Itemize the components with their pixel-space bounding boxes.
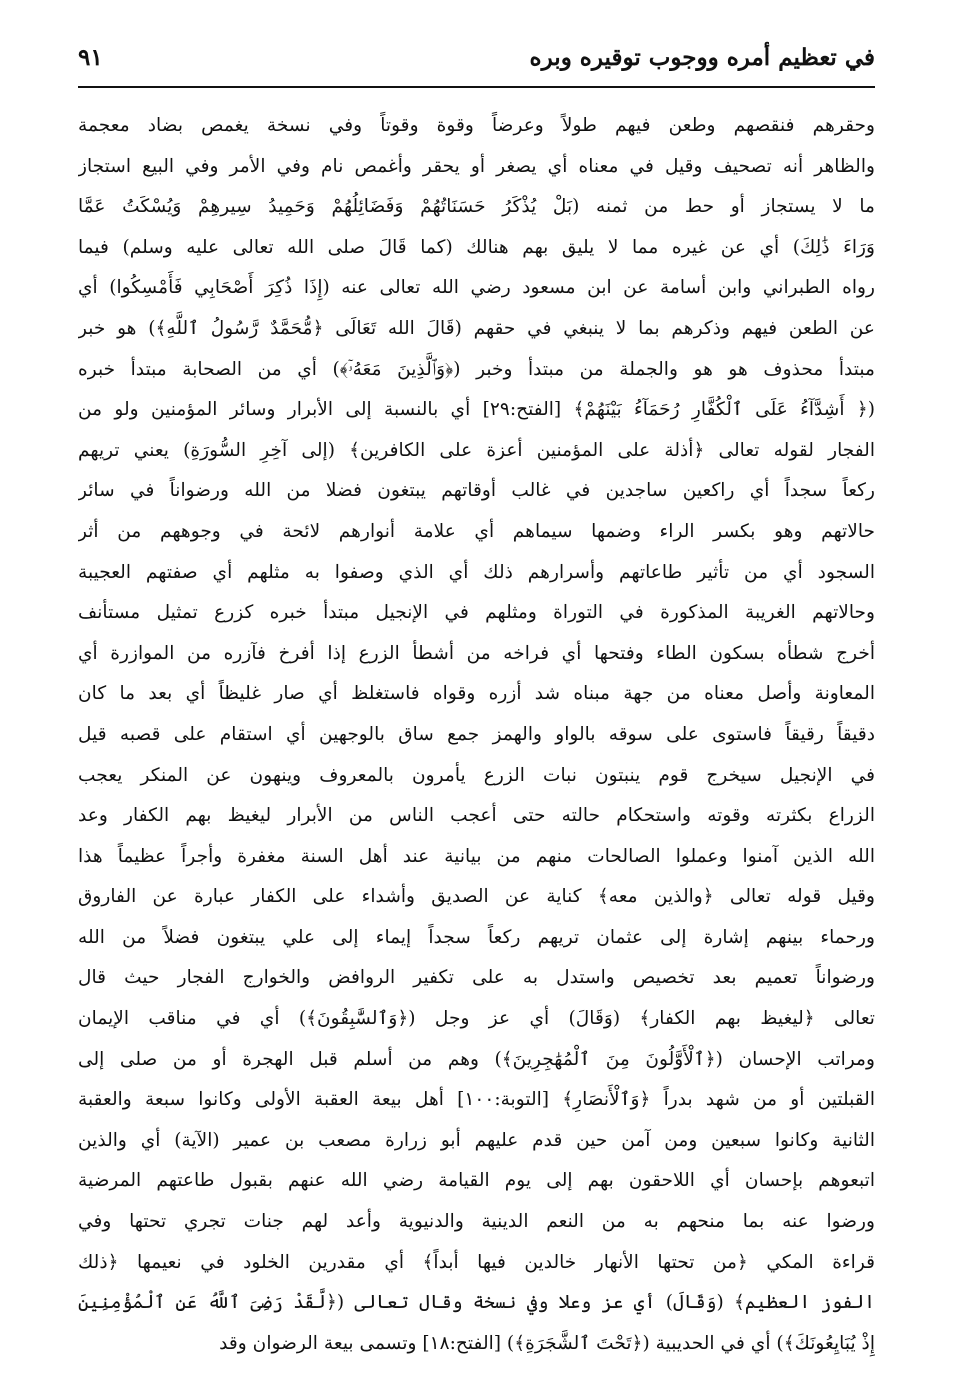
text-line: وحالاتهم الغريبة المذكورة في التوراة ومثلهم في الإنجيل مبتدأ خبره كزرع تمثيل مستأنف bbox=[78, 602, 875, 624]
text-line: الزراع بكثرته وقوته واستحكام حالته حتى أعجب الناس من الأبرار ليغيظ بهم الكفار وعد bbox=[78, 805, 875, 827]
text-body bbox=[78, 106, 875, 1364]
text-line: تعالى ﴿ليغيظ بهم الكفار﴾ (وَقَالَ) أي عز وجل (﴿وَٱلسَّٰبِقُونَ﴾) أي في مناقب الإيمان bbox=[78, 1008, 875, 1030]
text-line: دقيقاً رقيقاً فاستوى على سوقه بالواو والهمز جمع ساق بالوجهين أي استقام على قصبه قيل bbox=[78, 723, 875, 745]
page-header bbox=[78, 38, 875, 88]
text-line: إِذْ يُبَايِعُونَكَ﴾) أي في الحديبية (﴿تَحْتَ ٱلشَّجَرَةِ﴾) [الفتح:١٨] وتسمى بيعة الرضوان وقد bbox=[219, 1332, 875, 1354]
text-line: المعاونة وأصل معناه من جهة مبناه شد أزره وقواه فاستغلظ أي صار غليظاً أي بعد ما كان bbox=[78, 683, 875, 705]
text-line: في الإنجيل سيخرج قوم ينبتون نبات الزرع يأمرون بالمعروف وينهون عن المنكر يعجب bbox=[78, 764, 875, 786]
text-line: ومراتب الإحسان (﴿ٱلْأَوَّلُونَ مِنَ ٱلْمُهَٰجِرِينَ﴾) وهم من أسلم قبل الهجرة أو من صلى إلى bbox=[78, 1048, 875, 1070]
text-line: عن الطعن فيهم وذكرهم بما لا ينبغي في حقهم (قَالَ الله تَعَالَى ﴿مُّحَمَّدٌ رَّسُولُ ٱللَّهِ﴾) هو خبر bbox=[78, 317, 875, 339]
text-line: وقيل قوله تعالى ﴿والذين معه﴾ كناية عن الصديق وأشداء على الكفار عبارة عن الفاروق bbox=[78, 886, 875, 908]
text-line: (﴿ أَشِدَّآءُ عَلَى ٱلْكُفَّارِ رُحَمَآءُ بَيْنَهُمْ﴾ [الفتح:٢٩] أي بالنسبة إلى الأبرار وسائر المؤمنين ولو من bbox=[78, 399, 875, 421]
text-line: ركعاً سجداً أي راكعين ساجدين في غالب أوقاتهم يبتغون فضلا من الله ورضواناً في سائر bbox=[78, 480, 875, 502]
text-line: وحقرهم فنقصهم وطعن فيهم طولاً وعرضاً وقوة وقوتاً وفي نسخة يغمص بضاد معجمة bbox=[78, 115, 875, 136]
text-line: السجود أي من تأثير طاعاتهم وأسرارهم ذلك أي الذي وصفوا به مثلهم أي صفتهم العجيبة bbox=[78, 561, 875, 583]
text-line: الفجار لقوله تعالى ﴿أذلة على المؤمنين أعزة على الكافرين﴾ (إلى آخِرِ السُّورَةِ) يعني تريهم bbox=[78, 439, 875, 461]
text-line: قراءة المكي ﴿من تحتها الأنهار خالدين فيها أبداً﴾ أي مقدرين الخلود في نعيمها ﴿ذلك bbox=[78, 1251, 875, 1273]
text-line: ما لا يستجاز أو حط من ثمنه (بَلْ يُذْكَرُ حَسَنَاتُهُمْ وَفَضَائِلُهُمْ وَحَمِيدُ سِيرهِمْ وَيُسْكَتُ عَمَّا bbox=[78, 196, 875, 218]
text-line: رواه الطبراني وابن أسامة عن ابن مسعود رضي الله تعالى عنه (إِذَا ذُكِرَ أَصْحَابِي فَأَمْسِكُوا) أي bbox=[78, 277, 875, 299]
text-line: حالاتهم وهو بكسر الراء وضمها سيماهم أي علامة أنوارهم لائحة في وجوههم من أثر bbox=[78, 520, 875, 542]
running-title: في تعظيم أمره ووجوب توقيره وبره bbox=[529, 44, 875, 71]
text-line: الثانية وكانوا سبعين ومن آمن حين قدم عليهم أبو زرارة مصعب بن عمير (الآية) أي والذين bbox=[78, 1129, 875, 1151]
text-line: والظاهر أنه تصحيف وقيل في معناه أي يصغر أو يحقر وأغمص نام وفي الأمر وفي البيع استجاز bbox=[78, 155, 875, 177]
text-line: القبلتين أو من شهد بدراً ﴿وَٱلْأَنصَارِ﴾ [التوبة:١٠٠] أهل بيعة العقبة الأولى وكانوا سبعة والعقبة bbox=[78, 1089, 875, 1111]
text-line: وَرَاءَ ذَٰلِكَ) أي عن غيره مما لا يليق بهم هنالك (كما قَالَ صلى الله تعالى عليه وسلم) فيما bbox=[78, 236, 875, 258]
text-line: ورضوا عنه بما منحهم به من النعم الدينية والدنيوية وأعد لهم جنات تجري تحتها وفي bbox=[78, 1211, 875, 1233]
text-line: اتبعوهم بإحسان أي اللاحقون بهم إلى يوم القيامة رضي الله عنهم بقبول طاعتهم المرضية bbox=[78, 1170, 875, 1192]
text-line: ورضواناً تعميم بعد تخصيص واستدل به على تكفير الروافض والخوارج الفجار حيث قال bbox=[78, 967, 875, 989]
text-line: ورحماء بينهم إشارة إلى عثمان تريهم ركعاً سجداً إيماء إلى علي يبتغون فضلاً من الله bbox=[78, 926, 875, 948]
text-line: أخرج شطأه بسكون الطاء وفتحها أي فراخه من أشطأ الزرع إذا أفرخ فآزره من الموازرة أي bbox=[78, 642, 875, 664]
page-number: ٩١ bbox=[78, 44, 103, 71]
text-line: مبتدأ محذوف هو هو والجملة من مبتدأ وخبر (﴿وَٱلَّذِينَ مَعَهُۥٓ﴾) أي من الصحابة مبتدأ خبره bbox=[78, 358, 875, 380]
text-line: الفوز العظيم﴾ (وَقَالَ) أي عز وعلا وفي نسخة وقال تعالى (﴿لَّقَدْ رَضِىَ ٱللَّهُ عَنِ ٱلْمُؤْمِنِينَ bbox=[78, 1292, 875, 1314]
text-line: الله الذين آمنوا وعملوا الصالحات منهم من بيانية عند أهل السنة مغفرة وأجراً عظيماً هذا bbox=[78, 845, 875, 867]
